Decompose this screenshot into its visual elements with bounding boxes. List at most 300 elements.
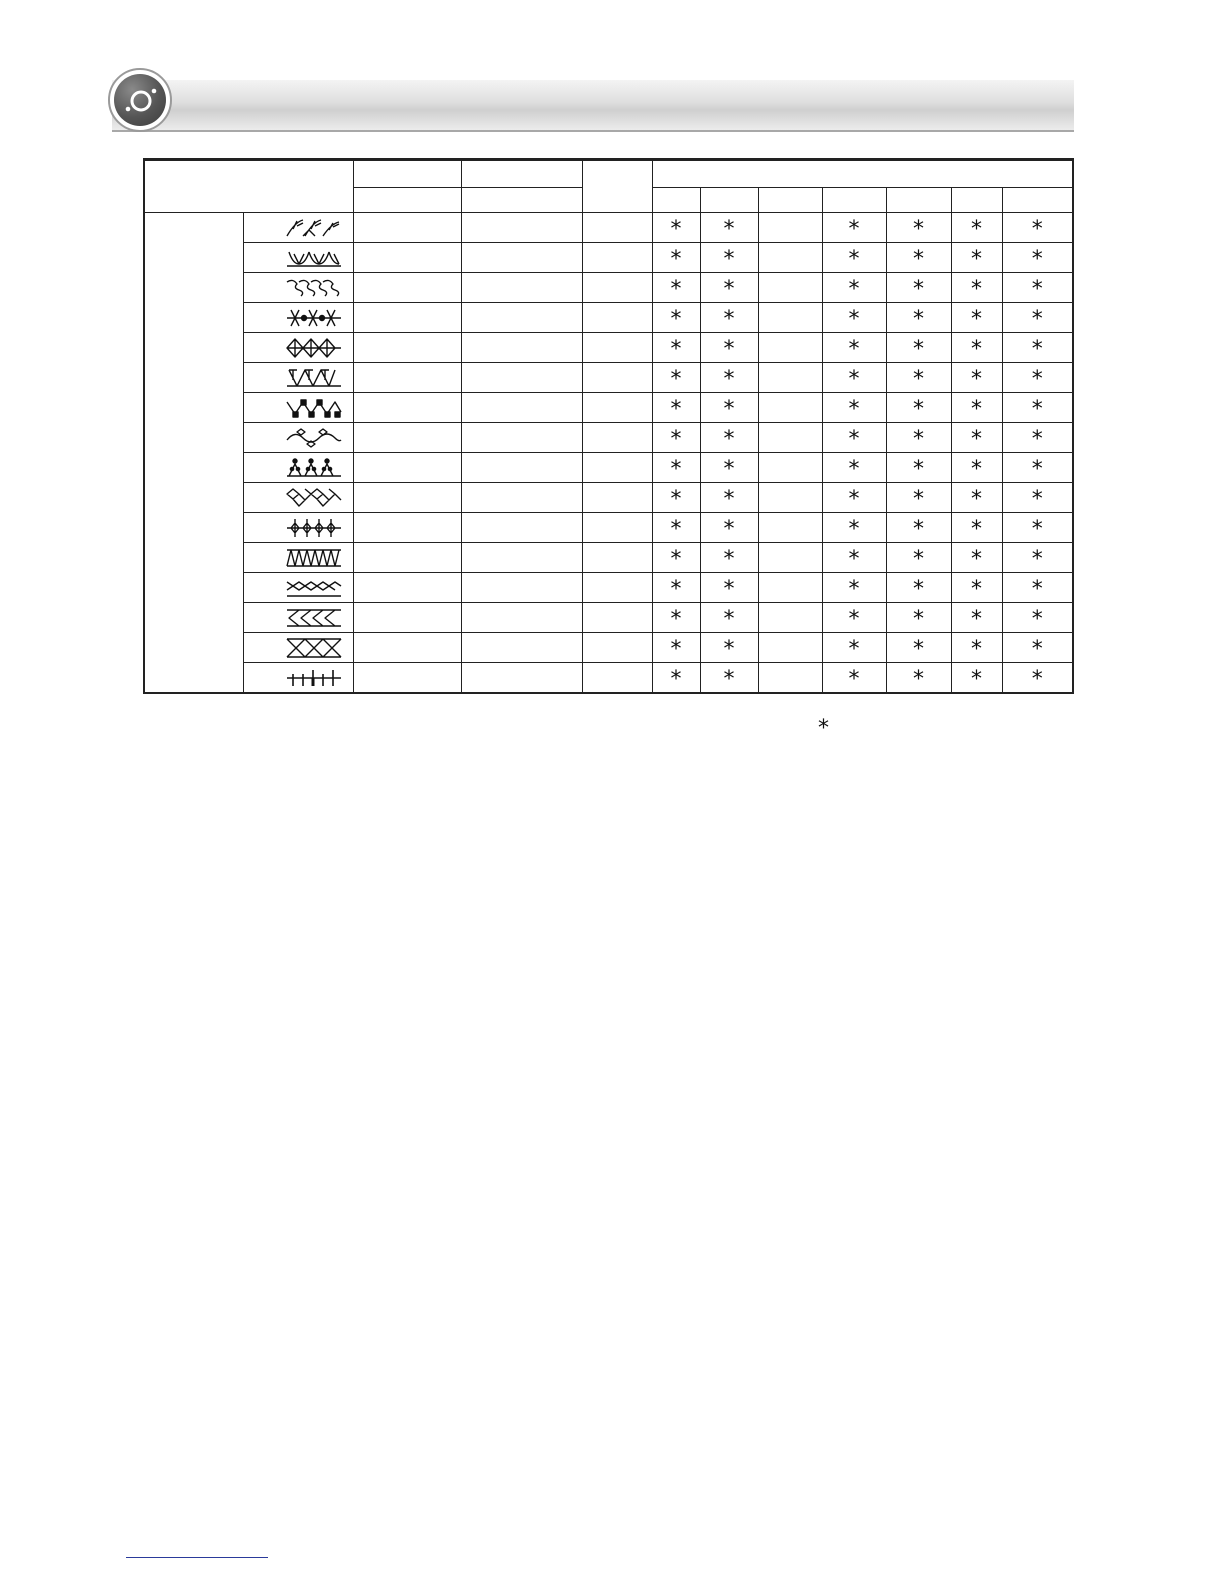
triangle-zigzag-pattern-icon: [285, 546, 343, 570]
foot-compat-cell: [652, 543, 700, 573]
foot-compat-cell: [1002, 663, 1073, 694]
stem-diamond-pattern-icon: [285, 516, 343, 540]
compat-mark: *: [971, 667, 982, 692]
foot-compat-cell: [1002, 603, 1073, 633]
foot-compat-cell: [822, 663, 886, 694]
compat-mark: *: [723, 247, 735, 272]
compat-mark: *: [723, 577, 735, 602]
cell-c: [582, 543, 652, 573]
arrow-zigzag-pattern-icon: [285, 366, 343, 390]
foot-compat-cell: [652, 333, 700, 363]
cell-b: [461, 393, 582, 423]
compat-mark: *: [848, 217, 860, 242]
foot-compat-cell: [822, 453, 886, 483]
foot-compat-cell: [822, 363, 886, 393]
cell-a: [353, 573, 461, 603]
cell-a: [353, 483, 461, 513]
compat-mark: *: [971, 427, 982, 452]
foot-compat-cell: [700, 483, 758, 513]
foot-compat-cell: [1002, 303, 1073, 333]
foot-compat-cell: [951, 243, 1002, 273]
compat-mark: *: [670, 217, 682, 242]
foot-compat-cell: [822, 423, 886, 453]
slanted-chevron-pattern-icon: [285, 606, 343, 630]
foot-compat-cell: [886, 243, 951, 273]
scroll-pattern-icon: [285, 276, 343, 300]
table-row: [144, 633, 1073, 663]
stitch-pattern-cell: [243, 543, 353, 573]
foot-compat-cell: [652, 273, 700, 303]
stitch-pattern-cell: [243, 423, 353, 453]
compat-mark: *: [971, 547, 982, 572]
compat-mark: *: [913, 607, 924, 632]
foot-compat-cell: [886, 213, 951, 243]
compat-mark: *: [913, 577, 924, 602]
compat-mark: *: [913, 637, 924, 662]
foot-compat-cell: [886, 483, 951, 513]
foot-compat-cell: [652, 213, 700, 243]
foot-compat-cell: [822, 603, 886, 633]
table-row: [144, 603, 1073, 633]
stitch-pattern-cell: [243, 393, 353, 423]
section-header-rule: [112, 130, 1074, 132]
open-chevron-pattern-icon: [285, 576, 343, 600]
foot-compat-cell: [758, 573, 822, 603]
foot-compat-cell: [758, 273, 822, 303]
foot-compat-cell: [652, 423, 700, 453]
cell-c: [582, 573, 652, 603]
foot-compat-cell: [758, 393, 822, 423]
table-row: [144, 393, 1073, 423]
foot-compat-cell: [700, 513, 758, 543]
foot-compat-cell: [652, 243, 700, 273]
leaf-sprig-pattern-icon: [285, 216, 343, 240]
compat-mark: *: [723, 487, 735, 512]
table-row: [144, 273, 1073, 303]
stitch-dot-circle-icon: [114, 74, 166, 126]
foot-compat-cell: [951, 423, 1002, 453]
foot-compat-cell: [700, 393, 758, 423]
cell-b: [461, 273, 582, 303]
cell-b: [461, 543, 582, 573]
compat-mark: *: [971, 397, 982, 422]
compat-mark: *: [848, 397, 860, 422]
cell-b: [461, 423, 582, 453]
table-row: [144, 573, 1073, 603]
compat-mark: *: [670, 547, 682, 572]
subheader-a: [353, 188, 461, 213]
cell-b: [461, 573, 582, 603]
foot-compat-cell: [886, 363, 951, 393]
compat-mark: *: [723, 547, 735, 572]
foot-compat-cell: [886, 573, 951, 603]
linked-diamond-pattern-icon: [285, 486, 343, 510]
compat-mark: *: [848, 247, 860, 272]
compat-mark: *: [670, 397, 682, 422]
foot-compat-cell: [758, 453, 822, 483]
header-pattern: [144, 160, 353, 213]
stitch-pattern-cell: [243, 333, 353, 363]
row-group-label: [144, 213, 243, 694]
subheader-foot-3: [758, 188, 822, 213]
cell-a: [353, 663, 461, 694]
foot-compat-cell: [700, 303, 758, 333]
cell-b: [461, 603, 582, 633]
foot-compat-cell: [822, 213, 886, 243]
foot-compat-cell: [652, 393, 700, 423]
foot-compat-cell: [1002, 633, 1073, 663]
compat-mark: *: [913, 397, 924, 422]
foot-compat-cell: [951, 573, 1002, 603]
foot-compat-cell: [886, 273, 951, 303]
table-row: [144, 483, 1073, 513]
foot-compat-cell: [822, 333, 886, 363]
cell-a: [353, 303, 461, 333]
compat-mark: *: [1031, 547, 1043, 572]
foot-compat-cell: [1002, 213, 1073, 243]
compat-mark: *: [913, 667, 924, 692]
compat-mark: *: [670, 427, 682, 452]
compat-mark: *: [723, 397, 735, 422]
foot-compat-cell: [700, 663, 758, 694]
compat-mark: *: [971, 637, 982, 662]
cell-b: [461, 633, 582, 663]
cell-b: [461, 453, 582, 483]
foot-compat-cell: [700, 273, 758, 303]
cell-a: [353, 393, 461, 423]
foot-compat-cell: [758, 663, 822, 694]
foot-compat-cell: [822, 303, 886, 333]
compat-mark: *: [1031, 427, 1043, 452]
compat-mark: *: [723, 277, 735, 302]
foot-compat-cell: [700, 573, 758, 603]
foot-compat-cell: [951, 213, 1002, 243]
compat-mark: *: [848, 457, 860, 482]
foot-compat-cell: [700, 543, 758, 573]
foot-compat-cell: [758, 423, 822, 453]
blanket-stitch-pattern-icon: [285, 666, 343, 690]
section-header-banner: [112, 80, 1074, 132]
foot-compat-cell: [822, 273, 886, 303]
compat-mark: *: [1031, 487, 1043, 512]
cell-b: [461, 513, 582, 543]
foot-compat-cell: [758, 333, 822, 363]
beaded-mound-pattern-icon: [285, 456, 343, 480]
foot-compat-cell: [822, 243, 886, 273]
cell-c: [582, 513, 652, 543]
cell-c: [582, 483, 652, 513]
foot-compat-cell: [822, 543, 886, 573]
cell-b: [461, 483, 582, 513]
wave-diamond-pattern-icon: [285, 426, 343, 450]
compat-mark: *: [971, 577, 982, 602]
cell-c: [582, 243, 652, 273]
subheader-foot-1: [652, 188, 700, 213]
foot-compat-cell: [652, 483, 700, 513]
compat-mark: *: [971, 217, 982, 242]
compat-mark: *: [848, 577, 860, 602]
compat-mark: *: [848, 337, 860, 362]
compat-mark: *: [848, 487, 860, 512]
foot-compat-cell: [652, 453, 700, 483]
compat-mark: *: [670, 577, 682, 602]
compat-mark: *: [723, 637, 735, 662]
foot-compat-cell: [758, 633, 822, 663]
foot-compat-cell: [1002, 363, 1073, 393]
header-feet-group: [652, 160, 1073, 188]
foot-compat-cell: [758, 543, 822, 573]
foot-compat-cell: [1002, 243, 1073, 273]
foot-compat-cell: [886, 453, 951, 483]
stitch-pattern-cell: [243, 663, 353, 694]
compat-mark: *: [971, 307, 982, 332]
foot-compat-cell: [700, 363, 758, 393]
foot-compat-cell: [652, 663, 700, 694]
foot-compat-cell: [652, 513, 700, 543]
table-row: [144, 513, 1073, 543]
foot-compat-cell: [1002, 333, 1073, 363]
compat-mark: *: [670, 517, 682, 542]
compat-mark: *: [1031, 337, 1043, 362]
compat-mark: *: [670, 637, 682, 662]
compat-mark: *: [670, 277, 682, 302]
foot-compat-cell: [1002, 393, 1073, 423]
compat-mark: *: [723, 337, 735, 362]
foot-compat-cell: [758, 603, 822, 633]
foot-compat-cell: [951, 513, 1002, 543]
table-row: [144, 423, 1073, 453]
subheader-foot-4: [822, 188, 886, 213]
foot-compat-cell: [886, 603, 951, 633]
foot-compat-cell: [1002, 273, 1073, 303]
cell-b: [461, 213, 582, 243]
compat-mark: *: [848, 277, 860, 302]
compat-mark: *: [670, 487, 682, 512]
compat-mark: *: [1031, 307, 1043, 332]
header-col-c: [582, 160, 652, 213]
cell-c: [582, 303, 652, 333]
compat-mark: *: [1031, 607, 1043, 632]
compat-mark: *: [1031, 457, 1043, 482]
compat-mark: *: [670, 307, 682, 332]
cell-c: [582, 273, 652, 303]
compat-mark: *: [1031, 667, 1043, 692]
compat-mark: *: [1031, 367, 1043, 392]
compat-mark: *: [1031, 247, 1043, 272]
foot-compat-cell: [700, 633, 758, 663]
header-col-b: [461, 160, 582, 188]
compat-mark: *: [670, 367, 682, 392]
cell-c: [582, 393, 652, 423]
foot-compat-cell: [652, 363, 700, 393]
cell-b: [461, 243, 582, 273]
foot-compat-cell: [886, 393, 951, 423]
cell-b: [461, 303, 582, 333]
foot-compat-cell: [951, 483, 1002, 513]
tulip-pattern-icon: [285, 246, 343, 270]
foot-compat-cell: [951, 663, 1002, 694]
compat-mark: *: [723, 607, 735, 632]
footnote-mark: *: [818, 716, 829, 741]
table-row: [144, 213, 1073, 243]
foot-compat-cell: [700, 453, 758, 483]
stitch-pattern-cell: [243, 213, 353, 243]
compat-mark: *: [848, 667, 860, 692]
compat-mark: *: [723, 667, 735, 692]
compat-mark: *: [971, 367, 982, 392]
compat-mark: *: [723, 427, 735, 452]
compat-mark: *: [723, 217, 735, 242]
cell-c: [582, 663, 652, 694]
table-row: [144, 243, 1073, 273]
foot-compat-cell: [758, 213, 822, 243]
compat-mark: *: [1031, 577, 1043, 602]
table-row: [144, 363, 1073, 393]
diamond-chain-pattern-icon: [285, 336, 343, 360]
foot-compat-cell: [1002, 423, 1073, 453]
compat-mark: *: [913, 217, 924, 242]
stitch-pattern-cell: [243, 513, 353, 543]
cell-a: [353, 453, 461, 483]
foot-compat-cell: [758, 483, 822, 513]
cell-c: [582, 363, 652, 393]
cell-a: [353, 423, 461, 453]
foot-compat-cell: [886, 513, 951, 543]
cell-b: [461, 333, 582, 363]
compat-mark: *: [971, 487, 982, 512]
table-row: [144, 543, 1073, 573]
stitch-pattern-cell: [243, 243, 353, 273]
foot-compat-cell: [886, 303, 951, 333]
stitch-pattern-cell: [243, 363, 353, 393]
compat-mark: *: [848, 307, 860, 332]
stitch-settings-table: [143, 158, 1074, 694]
compat-mark: *: [1031, 217, 1043, 242]
cell-a: [353, 543, 461, 573]
foot-compat-cell: [886, 423, 951, 453]
compat-mark: *: [670, 337, 682, 362]
cell-a: [353, 513, 461, 543]
foot-compat-cell: [700, 213, 758, 243]
compat-mark: *: [913, 247, 924, 272]
compat-mark: *: [1031, 517, 1043, 542]
cell-c: [582, 603, 652, 633]
compat-mark: *: [723, 517, 735, 542]
cell-a: [353, 633, 461, 663]
compat-mark: *: [1031, 637, 1043, 662]
stitch-pattern-cell: [243, 273, 353, 303]
subheader-foot-6: [951, 188, 1002, 213]
compat-mark: *: [848, 637, 860, 662]
foot-compat-cell: [758, 513, 822, 543]
compat-mark: *: [913, 367, 924, 392]
foot-compat-cell: [822, 573, 886, 603]
stitch-pattern-cell: [243, 303, 353, 333]
cell-a: [353, 273, 461, 303]
foot-compat-cell: [886, 333, 951, 363]
foot-compat-cell: [886, 663, 951, 694]
block-zigzag-pattern-icon: [285, 396, 343, 420]
feather-cross-pattern-icon: [285, 306, 343, 330]
foot-compat-cell: [1002, 513, 1073, 543]
cell-c: [582, 333, 652, 363]
table-row: [144, 333, 1073, 363]
cell-a: [353, 603, 461, 633]
compat-mark: *: [971, 517, 982, 542]
foot-compat-cell: [886, 543, 951, 573]
foot-compat-cell: [652, 633, 700, 663]
foot-compat-cell: [822, 393, 886, 423]
foot-compat-cell: [951, 333, 1002, 363]
foot-compat-cell: [886, 633, 951, 663]
compat-mark: *: [913, 457, 924, 482]
foot-compat-cell: [652, 303, 700, 333]
foot-compat-cell: [1002, 453, 1073, 483]
table-row: [144, 453, 1073, 483]
compat-mark: *: [848, 367, 860, 392]
cross-stitch-pattern-icon: [285, 636, 343, 660]
foot-compat-cell: [951, 363, 1002, 393]
stitch-pattern-cell: [243, 633, 353, 663]
compat-mark: *: [723, 367, 735, 392]
compat-mark: *: [848, 547, 860, 572]
cell-b: [461, 663, 582, 694]
foot-compat-cell: [700, 603, 758, 633]
subheader-foot-5: [886, 188, 951, 213]
stitch-pattern-cell: [243, 603, 353, 633]
compat-mark: *: [670, 667, 682, 692]
foot-compat-cell: [951, 273, 1002, 303]
cell-a: [353, 363, 461, 393]
foot-compat-cell: [758, 243, 822, 273]
cell-a: [353, 333, 461, 363]
foot-compat-cell: [700, 333, 758, 363]
compat-mark: *: [913, 517, 924, 542]
compat-mark: *: [848, 607, 860, 632]
compat-mark: *: [913, 487, 924, 512]
foot-compat-cell: [700, 423, 758, 453]
compat-mark: *: [848, 517, 860, 542]
cell-a: [353, 213, 461, 243]
foot-compat-cell: [758, 303, 822, 333]
foot-compat-cell: [700, 243, 758, 273]
compat-mark: *: [913, 307, 924, 332]
compat-mark: *: [971, 247, 982, 272]
cell-c: [582, 213, 652, 243]
cell-c: [582, 633, 652, 663]
foot-compat-cell: [822, 633, 886, 663]
foot-compat-cell: [1002, 573, 1073, 603]
compat-mark: *: [971, 457, 982, 482]
subheader-foot-2: [700, 188, 758, 213]
compat-mark: *: [723, 457, 735, 482]
compat-mark: *: [913, 547, 924, 572]
compat-mark: *: [1031, 397, 1043, 422]
compat-mark: *: [971, 277, 982, 302]
compat-mark: *: [848, 427, 860, 452]
cell-a: [353, 243, 461, 273]
compat-mark: *: [670, 457, 682, 482]
foot-compat-cell: [1002, 543, 1073, 573]
compat-mark: *: [913, 337, 924, 362]
foot-compat-cell: [951, 453, 1002, 483]
foot-compat-cell: [822, 483, 886, 513]
cell-b: [461, 363, 582, 393]
subheader-b: [461, 188, 582, 213]
cell-c: [582, 423, 652, 453]
compat-mark: *: [913, 427, 924, 452]
table-row: [144, 663, 1073, 694]
